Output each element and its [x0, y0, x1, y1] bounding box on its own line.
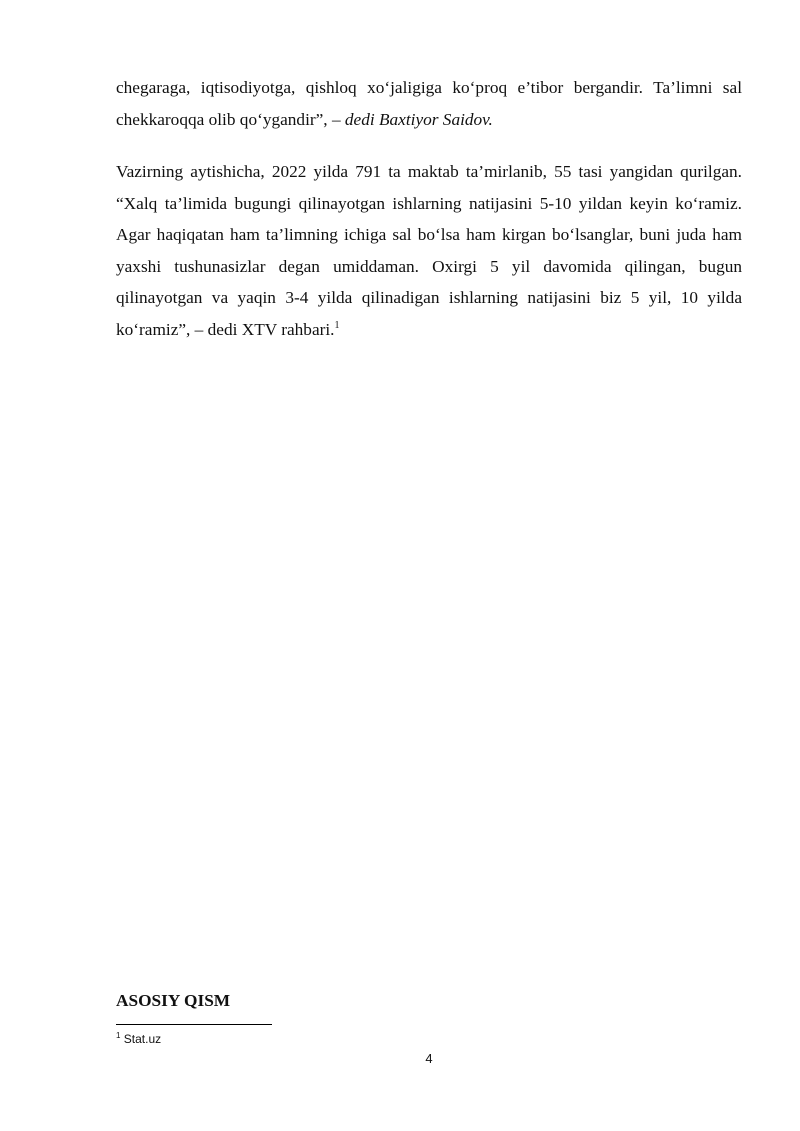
footnote-reference[interactable]: 1: [334, 319, 340, 331]
paragraph-text: Vazirning aytishicha, 2022 yilda 791 ta maktab ta’mirlanib, 55 tasi yangidan qurilgan. “Xalq ta’limida bugungi qilinayotgan ishlarning natijasini 5-10 yildan keyin ko‘ramiz. Agar haqiqatan ham ta’limning ichiga sal bo‘lsa ham kirgan bo‘lsanglar, buni juda ham yaxshi tushunasizlar degan umiddaman. Oxirgi 5 yil davomida qilingan, bugun qilinayotgan va yaqin 3-4 yilda qilinadigan ishlarning natijasini biz 5 yil, 10 yilda ko‘ramiz”, – dedi XTV rahbari.: [116, 162, 742, 339]
quote-attribution: dedi Baxtiyor Saidov.: [344, 109, 493, 129]
footnote-text: Stat.uz: [123, 1032, 162, 1046]
footnote: [116, 1031, 161, 1047]
paragraph-minister-statement: [116, 156, 742, 345]
quote-text: chegaraga, iqtisodiyotga, qishloq xo‘jaligiga ko‘proq e’tibor bergandir. Ta’limni sal chekkaroqqa olib qo‘ygandir”, –: [116, 78, 742, 129]
section-heading: ASOSIY QISM: [116, 991, 231, 1010]
footnote-divider: [116, 1024, 272, 1025]
page-number: 4: [425, 1051, 433, 1066]
paragraph-quote-ending: [116, 72, 742, 135]
footnote-number: 1: [116, 1031, 121, 1040]
